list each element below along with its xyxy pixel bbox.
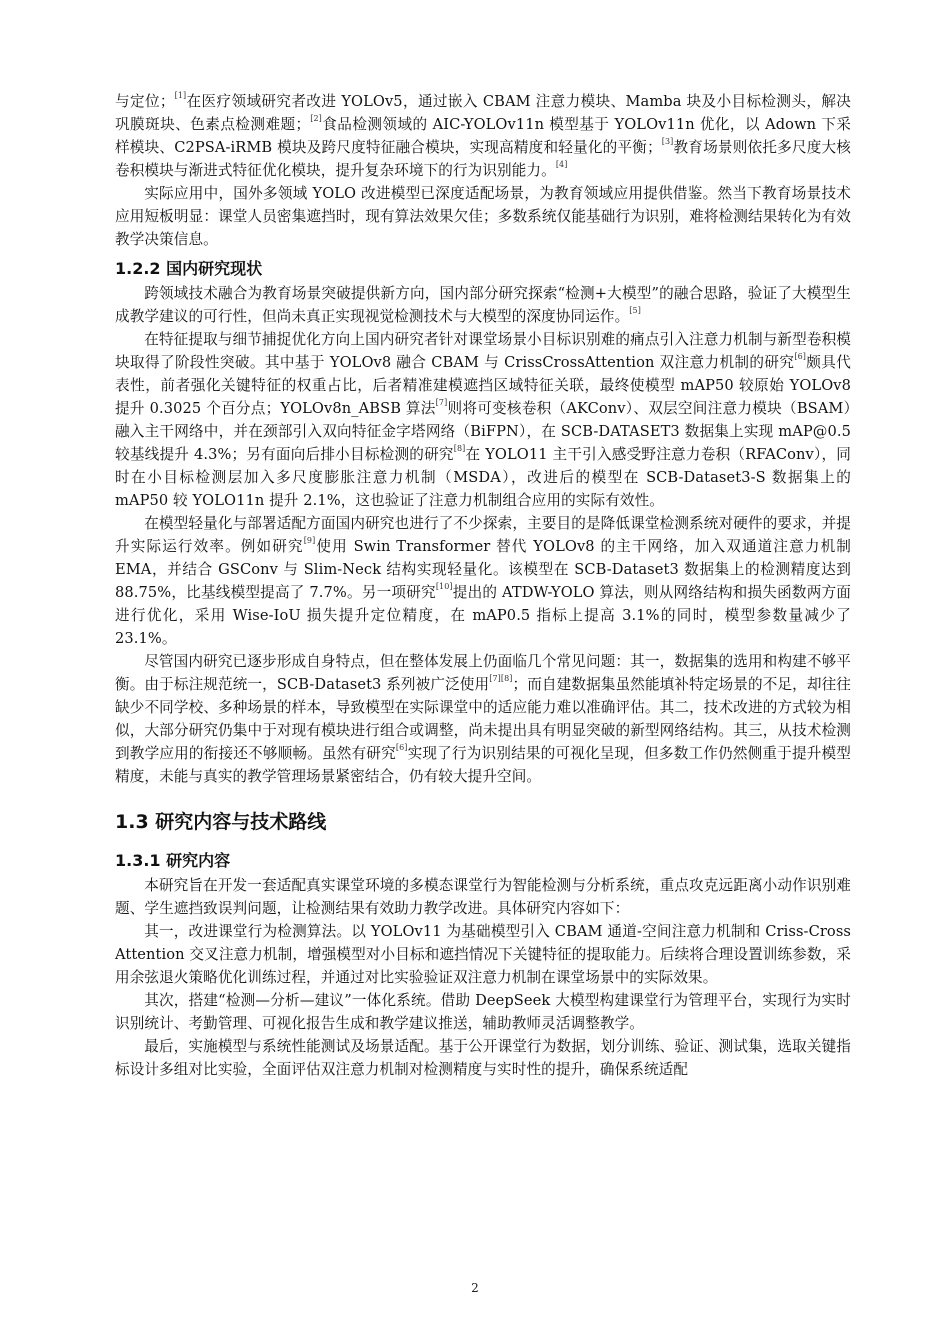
page-number: 2	[471, 1281, 479, 1295]
body-paragraph	[115, 282, 851, 328]
text-run: 在医疗领域研究者改进 YOLOv5，通过嵌入 CBAM 注意力模块、Mamba 块及小目标检测头，解决巩膜斑块、色素点检测难题；	[115, 93, 851, 133]
text-run: 尽管国内研究已逐步形成自身特点，但在整体发展上仍面临几个常见问题：其一，数据集的选用和构建不够平衡。由于标注规范统一，SCB-Dataset3 系列被广泛使用	[115, 653, 851, 693]
citation-marker: [5]	[629, 306, 641, 316]
text-run: 教育场景则依托多尺度大核卷积模块与渐进式特征优化模块，提升复杂环境下的行为识别能力。	[115, 139, 851, 179]
text-run: 实际应用中，国外多领域 YOLO 改进模型已深度适配场景，为教育领域应用提供借鉴。然当下教育场景技术应用短板明显：课堂人员密集遮挡时，现有算法效果欠佳；多数系统仅能基础行为识别，难将检测结果转化为有效教学决策信息。	[115, 185, 851, 248]
citation-marker: [6]	[794, 352, 807, 362]
text-run: 与定位；	[115, 93, 175, 110]
text-run: 最后，实施模型与系统性能测试及场景适配。基于公开课堂行为数据，划分训练、验证、测试集，选取关键指标设计多组对比实验，全面评估双注意力机制对检测精度与实时性的提升，确保系统适配	[115, 1038, 851, 1078]
citation-marker: [1]	[174, 91, 187, 101]
text-run: 跨领域技术融合为教育场景突破提供新方向，国内部分研究探索“检测+大模型”的融合思路，验证了大模型生成教学建议的可行性，但尚未真正实现视觉检测技术与大模型的深度协同运作。	[115, 285, 851, 325]
subsection-heading: 1.3.1 研究内容	[115, 851, 231, 870]
text-run: 其次，搭建“检测—分析—建议”一体化系统。借助 DeepSeek 大模型构建课堂行为管理平台，实现行为实时识别统计、考勤管理、可视化报告生成和教学建议推送，辅助教师灵活调整教学。	[115, 992, 851, 1032]
citation-marker: [3]	[661, 137, 674, 147]
page-body	[115, 90, 851, 1081]
text-run: 在 YOLO11 主干引入感受野注意力卷积（RFAConv），同时在小目标检测层加入多尺度膨胀注意力机制（MSDA），改进后的模型在 SCB-Dataset3-S 数据集上的 mAP50 较 YOLO11n 提升 2.1%，这也验证了注意力机制组合应用的实际有效性。	[115, 446, 851, 509]
citation-marker: [10]	[435, 582, 453, 592]
text-run: 在模型轻量化与部署适配方面国内研究也进行了不少探索，主要目的是降低课堂检测系统对硬件的要求，并提升实际运行效率。例如研究	[115, 515, 851, 555]
citation-marker: [9]	[303, 536, 316, 546]
body-paragraph	[115, 874, 851, 920]
citation-marker: [8]	[453, 444, 466, 454]
citation-marker: [6]	[395, 743, 408, 753]
text-run: 食品检测领域的 AIC-YOLOv11n 模型基于 YOLOv11n 优化，以 Adown 下采样模块、C2PSA-iRMB 模块及跨尺度特征融合模块，实现高精度和轻量化的平衡；	[115, 116, 851, 156]
citation-marker: [7]	[435, 398, 448, 408]
citation-marker: [2]	[310, 114, 322, 124]
text-run: 颇具代表性，前者强化关键特征的权重占比，后者精准建模遮挡区域特征关联，最终使模型 mAP50 较原始 YOLOv8 提升 0.3025 个百分点；YOLOv8n_ABSB 算法	[115, 354, 851, 417]
subsection-heading: 1.2.2 国内研究现状	[115, 259, 263, 278]
body-paragraph	[115, 650, 851, 788]
body-paragraph	[115, 920, 851, 989]
text-run: 实现了行为识别结果的可视化呈现，但多数工作仍然侧重于提升模型精度，未能与真实的教学管理场景紧密结合，仍有较大提升空间。	[115, 745, 851, 785]
text-run: 使用 Swin Transformer 替代 YOLOv8 的主干网络，加入双通道注意力机制 EMA，并结合 GSConv 与 Slim-Neck 结构实现轻量化。该模型在 SCB-Dataset3 数据集上的检测精度达到 88.75%，比基线模型提高了 7.7%。另一项研究	[115, 538, 851, 601]
body-paragraph	[115, 328, 851, 512]
text-run: 在特征提取与细节捕捉优化方向上国内研究者针对课堂场景小目标识别难的痛点引入注意力机制与新型卷积模块取得了阶段性突破。其中基于 YOLOv8 融合 CBAM 与 CrissCrossAttention 双注意力机制的研究	[115, 331, 851, 371]
body-paragraph	[115, 90, 851, 182]
body-paragraph	[115, 989, 851, 1035]
body-paragraph	[115, 512, 851, 650]
text-run: 提出的 ATDW-YOLO 算法，则从网络结构和损失函数两方面进行优化，采用 Wise-IoU 损失提升定位精度，在 mAP0.5 指标上提高 3.1%的同时，模型参数量减少了 23.1%。	[115, 584, 851, 647]
text-run: 则将可变核卷积（AKConv）、双层空间注意力模块（BSAM）融入主干网络中，并在颈部引入双向特征金字塔网络（BiFPN），在 SCB-DATASET3 数据集上实现 mAP@0.5 较基线提升 4.3%；另有面向后排小目标检测的研究	[115, 400, 851, 463]
section-heading: 1.3 研究内容与技术路线	[115, 811, 327, 833]
citation-marker: [7][8]	[489, 674, 513, 684]
body-paragraph	[115, 182, 851, 251]
text-run: ；而自建数据集虽然能填补特定场景的不足，却往往缺少不同学校、多种场景的样本，导致模型在实际课堂中的适应能力难以准确评估。其二，技术改进的方式较为相似，大部分研究仍集中于对现有模块进行组合或调整，尚未提出具有明显突破的新型网络结构。其三，从技术检测到教学应用的衔接还不够顺畅。虽然有研究	[115, 676, 851, 762]
text-run: 本研究旨在开发一套适配真实课堂环境的多模态课堂行为智能检测与分析系统，重点攻克远距离小动作识别难题、学生遮挡致误判问题，让检测结果有效助力教学改进。具体研究内容如下：	[115, 877, 851, 917]
body-paragraph	[115, 1035, 851, 1081]
citation-marker: [4]	[555, 160, 568, 170]
text-run: 其一，改进课堂行为检测算法。以 YOLOv11 为基础模型引入 CBAM 通道-空间注意力机制和 Criss-Cross Attention 交叉注意力机制，增强模型对小目标和遮挡情况下关键特征的提取能力。后续将合理设置训练参数，采用余弦退火策略优化训练过程，并通过对比实验验证双注意力机制在课堂场景中的实际效果。	[115, 923, 851, 986]
